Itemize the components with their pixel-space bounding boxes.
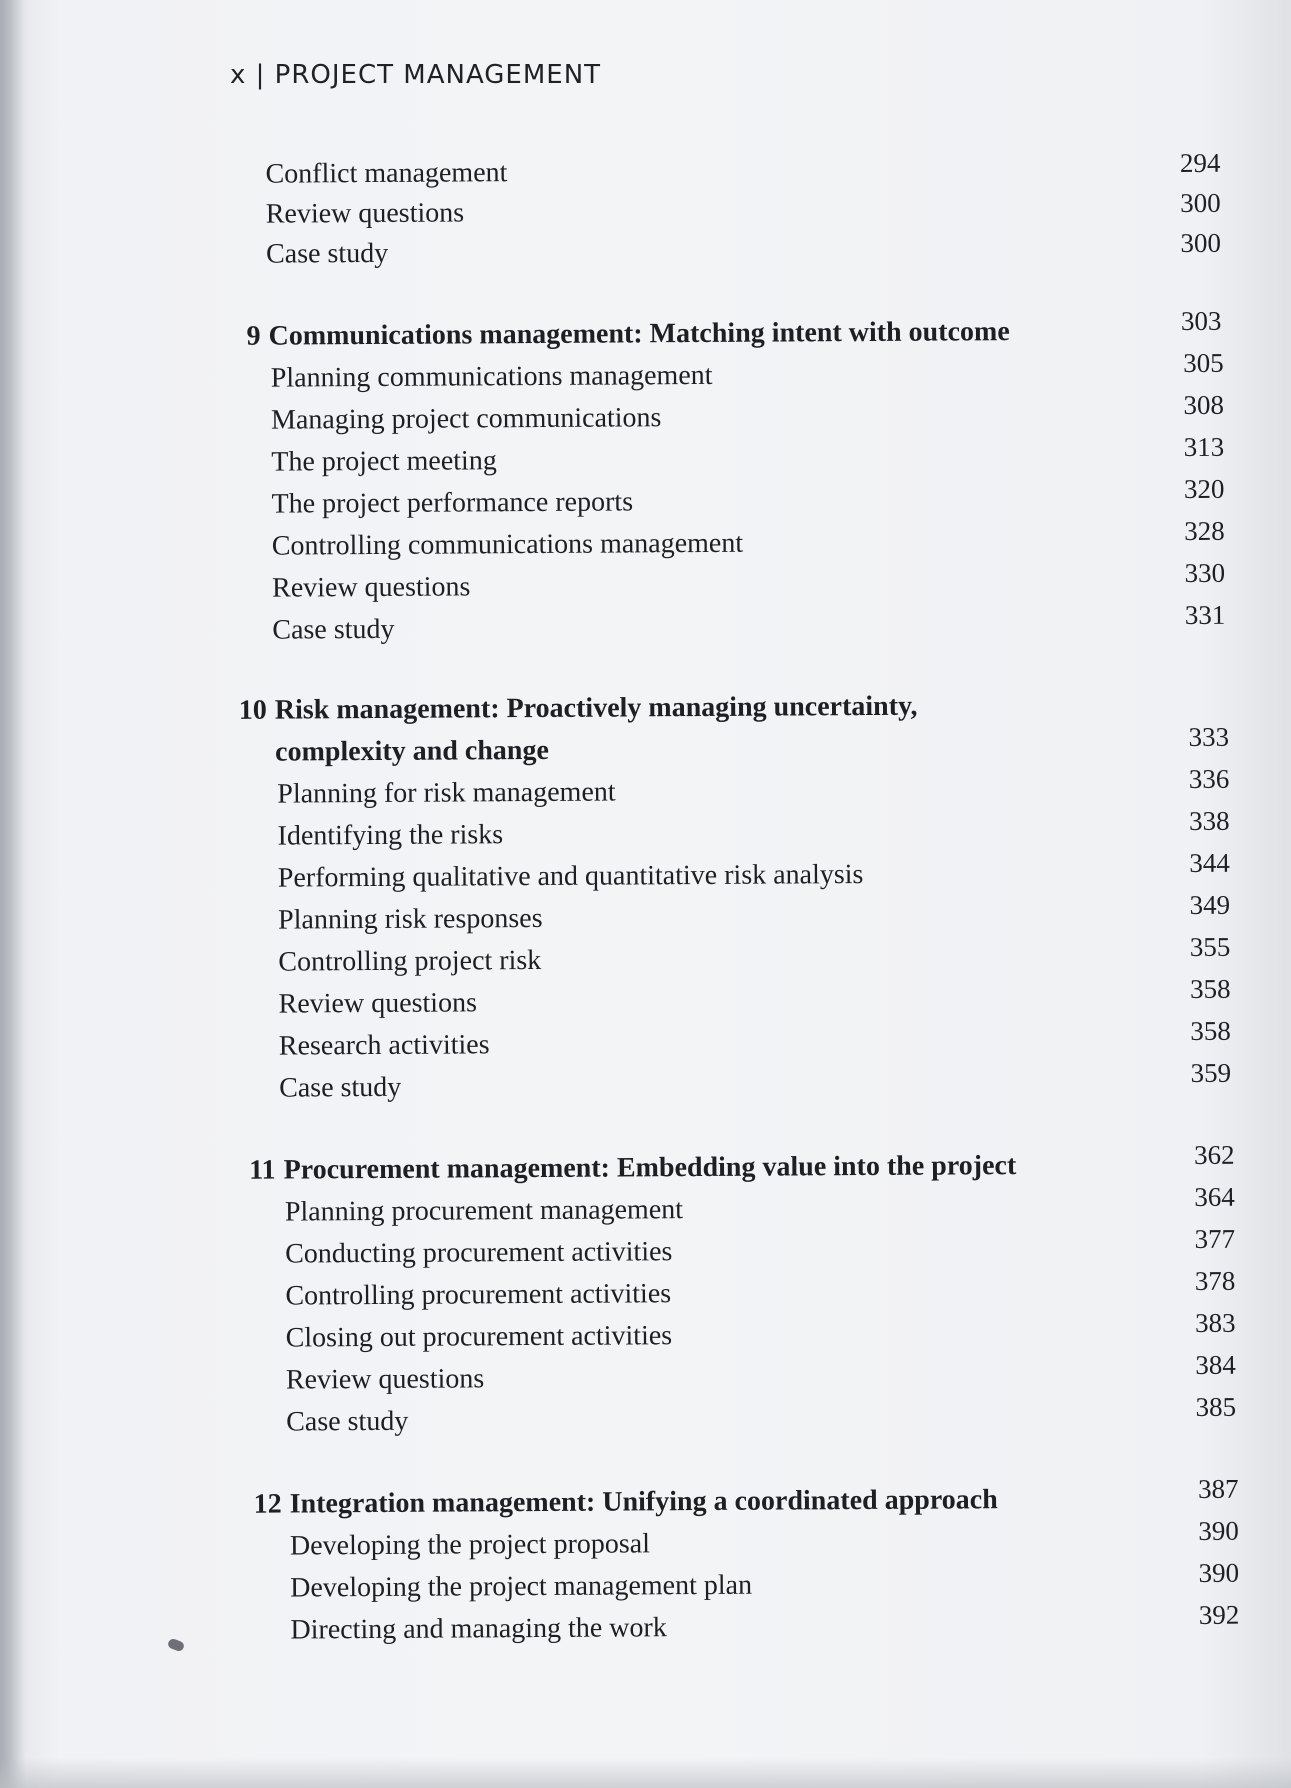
toc-entry-page: 385 [1195, 1391, 1237, 1422]
toc-entry [290, 1526, 650, 1564]
toc-entry-page: 377 [1194, 1223, 1236, 1254]
toc-entry [285, 1192, 683, 1230]
toc-entry-title: Controlling procurement activities [285, 1278, 672, 1312]
toc-entry-title: Developing the project management plan [290, 1569, 753, 1604]
toc-entry [277, 775, 615, 813]
toc-entry-page: 358 [1189, 973, 1231, 1005]
toc-entry-page: 359 [1190, 1057, 1232, 1089]
toc-entry-title: Case study [279, 1071, 402, 1104]
toc-entry [286, 1361, 485, 1398]
toc-entry-page: 300 [1180, 227, 1222, 259]
toc-entry-page: 294 [1179, 147, 1221, 179]
chapter-title-line-2 [275, 733, 549, 771]
toc-entry [265, 155, 507, 192]
toc-entry [278, 901, 543, 939]
toc-entry-title: Review questions [278, 987, 478, 1020]
toc-entry-title: Research activities [278, 1029, 490, 1062]
toc-entry-title: Review questions [271, 571, 471, 604]
toc-entry-title: Conducting procurement activities [285, 1236, 673, 1270]
toc-entry-page: 383 [1195, 1307, 1236, 1338]
running-header: x | PROJECT MANAGEMENT [230, 60, 602, 90]
chapter-number: 11 [249, 1154, 276, 1186]
toc-entry [285, 1276, 671, 1314]
toc-entry-title: Directing and managing the work [290, 1612, 667, 1646]
toc-entry-title: Controlling communications management [271, 527, 744, 562]
toc-entry-page: 320 [1183, 473, 1225, 505]
toc-entry [272, 569, 471, 606]
toc-entry-title: Conflict management [265, 157, 508, 190]
toc-entry-page: 378 [1194, 1265, 1236, 1296]
toc-entry-title: Identifying the risks [277, 819, 504, 852]
toc-entry-title: Review questions [285, 1363, 485, 1396]
toc-entry-page: 336 [1188, 763, 1230, 795]
toc-entry [266, 236, 388, 273]
toc-entry-title: Planning risk responses [278, 902, 543, 936]
toc-entry [266, 195, 465, 232]
toc-entry-page: 349 [1189, 889, 1231, 921]
toc-entry-page: 355 [1189, 931, 1231, 963]
toc-entry-title: Managing project communications [270, 402, 662, 436]
chapter-title: complexity and change [274, 734, 549, 768]
toc-entry-page: 344 [1189, 847, 1230, 879]
toc-entry-page: 384 [1195, 1349, 1236, 1380]
toc-entry-title: Performing qualitative and quantitative risk analysis [277, 859, 864, 894]
toc-entry [286, 1404, 408, 1441]
toc-entry-title: Review questions [265, 197, 465, 230]
toc-entry [285, 1234, 672, 1272]
chapter-page: 387 [1198, 1473, 1239, 1504]
toc-entry-page: 338 [1188, 805, 1230, 837]
toc-entry [279, 1070, 401, 1107]
toc-entry [271, 443, 497, 480]
toc-entry-page: 308 [1183, 389, 1225, 421]
toc-entry-page: 300 [1180, 187, 1221, 219]
toc-entry [286, 1318, 673, 1356]
toc-entry-page: 328 [1184, 515, 1225, 547]
toc-entry [272, 612, 394, 649]
toc-entry [278, 857, 864, 897]
toc-entry [271, 484, 633, 522]
toc-entry [279, 985, 478, 1022]
toc-entry-title: Closing out procurement activities [285, 1320, 673, 1354]
toc-entry-title: Planning communications management [270, 359, 713, 394]
toc-entry-title: Case study [272, 613, 395, 646]
chapter-page: 303 [1180, 305, 1222, 337]
toc-entry [271, 400, 662, 438]
toc-entry-page: 305 [1183, 347, 1224, 379]
toc-entry [290, 1568, 752, 1607]
chapter-number: 9 [246, 320, 261, 352]
toc-entry-page: 392 [1198, 1599, 1240, 1630]
toc-entry-page: 390 [1198, 1515, 1239, 1546]
chapter-title: Integration management: Unifying a coordinated approach [289, 1484, 998, 1520]
toc-entry-title: Planning for risk management [277, 776, 616, 810]
chapter-title: Communications management: Matching intent with outcome [268, 316, 1010, 352]
toc-entry-page: 364 [1194, 1181, 1235, 1212]
toc-entry [271, 358, 713, 397]
chapter-page: 362 [1193, 1139, 1235, 1170]
toc-entry-title: The project performance reports [271, 486, 634, 520]
chapter-title: Risk management: Proactively managing uncertainty, [274, 690, 918, 726]
toc-entry-title: The project meeting [271, 445, 497, 478]
toc-entry-title: Planning procurement management [284, 1194, 684, 1228]
toc-entry [277, 817, 503, 854]
toc-entry-title: Controlling project risk [278, 944, 542, 978]
chapter-number: 12 [253, 1488, 282, 1520]
toc-entry-page: 390 [1198, 1557, 1240, 1588]
toc-entry-page: 330 [1184, 557, 1226, 589]
chapter-title: Procurement management: Embedding value into the project [283, 1150, 1017, 1186]
toc-entry [278, 943, 541, 981]
chapter-page: 333 [1188, 721, 1230, 753]
toc-entry-page: 358 [1190, 1015, 1231, 1047]
toc-entry [279, 1027, 490, 1064]
toc-entry-page: 331 [1184, 599, 1226, 631]
toc-entry-title: Developing the project proposal [289, 1528, 651, 1562]
toc-entry-title: Case study [265, 237, 389, 270]
toc-entry-title: Case study [286, 1405, 409, 1438]
chapter-number: 10 [238, 694, 267, 726]
toc-entry-page: 313 [1183, 431, 1225, 463]
toc-entry [272, 526, 743, 565]
toc-entry [290, 1610, 667, 1648]
